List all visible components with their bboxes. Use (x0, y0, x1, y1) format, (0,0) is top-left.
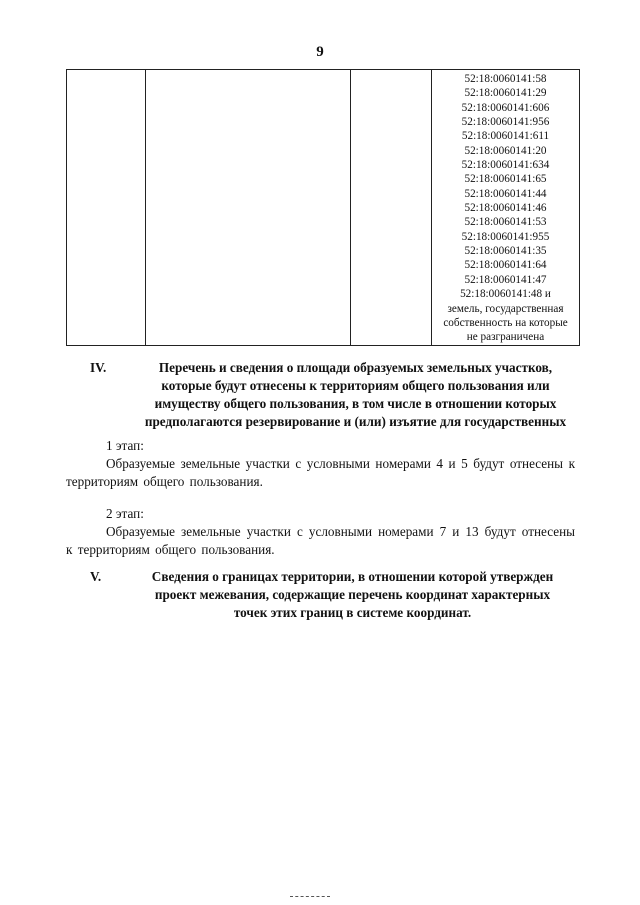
table-cell-empty (351, 70, 432, 346)
cadastral-number: 52:18:0060141:611 (461, 130, 550, 143)
cadastral-number: 52:18:0060141:955 (461, 230, 550, 243)
table-cell-empty (146, 70, 351, 346)
page-number: 9 (316, 44, 324, 60)
land-note-line: земель, государственная (447, 302, 564, 315)
section-title-line: имуществу общего пользования, в том числе в отношении которых (154, 396, 557, 411)
cadastral-number: 52:18:0060141:53 (464, 216, 547, 229)
cadastral-number: 52:18:0060141:956 (461, 116, 550, 129)
section-number: IV. (90, 360, 107, 375)
section-4-heading (90, 359, 585, 431)
cadastral-number: 52:18:0060141:44 (464, 187, 547, 200)
section-title-line: которые будут отнесены к территориям общего пользования или (161, 378, 550, 393)
cadastral-number: 52:18:0060141:35 (464, 245, 547, 258)
cadastral-number: 52:18:0060141:48 и (460, 288, 551, 301)
land-note (432, 302, 579, 345)
stage-label: 2 этап: (106, 506, 144, 521)
cadastral-number: 52:18:0060141:47 (464, 273, 547, 286)
footer-divider (290, 896, 330, 897)
stage-2-block (66, 505, 575, 559)
section-title-line: проект межевания, содержащие перечень координат характерных (154, 587, 551, 602)
cadastral-number: 52:18:0060141:634 (461, 159, 550, 172)
section-title-line: точек этих границ в системе координат. (233, 605, 472, 620)
table-cell-empty (67, 70, 146, 346)
section-title-line: Перечень и сведения о площади образуемых земельных участков, (158, 360, 553, 375)
stage-text: Образуемые земельные участки с условными номерами 7 и 13 будут отнесены к территориям общего пользования. (66, 524, 575, 557)
cadastral-number: 52:18:0060141:46 (464, 202, 547, 215)
section-title-line: предполагаются резервирование и (или) изъятие для государственных (144, 414, 567, 429)
cadastral-number: 52:18:0060141:606 (461, 101, 550, 114)
section-title (126, 359, 585, 431)
table-row (67, 70, 580, 346)
stage-label: 1 этап: (106, 438, 144, 453)
section-title (120, 568, 585, 622)
cadastral-number: 52:18:0060141:29 (464, 87, 547, 100)
land-note-line: не разграничена (466, 331, 545, 344)
land-note-line: собственность на которые (443, 316, 568, 329)
section-5-heading (90, 568, 585, 622)
stage-text: Образуемые земельные участки с условными номерами 4 и 5 будут отнесены к территориям общего пользования. (66, 456, 575, 489)
stage-1-block (66, 437, 575, 491)
cadastral-number: 52:18:0060141:64 (464, 259, 547, 272)
cadastral-number: 52:18:0060141:20 (464, 144, 547, 157)
cadastral-number-list (432, 70, 579, 302)
cadastral-numbers-cell (432, 70, 580, 346)
section-title-line: Сведения о границах территории, в отношении которой утвержден (151, 569, 554, 584)
section-number: V. (90, 569, 102, 584)
continuation-table (66, 69, 580, 346)
cadastral-number: 52:18:0060141:58 (464, 73, 547, 85)
cadastral-number: 52:18:0060141:65 (464, 173, 547, 186)
